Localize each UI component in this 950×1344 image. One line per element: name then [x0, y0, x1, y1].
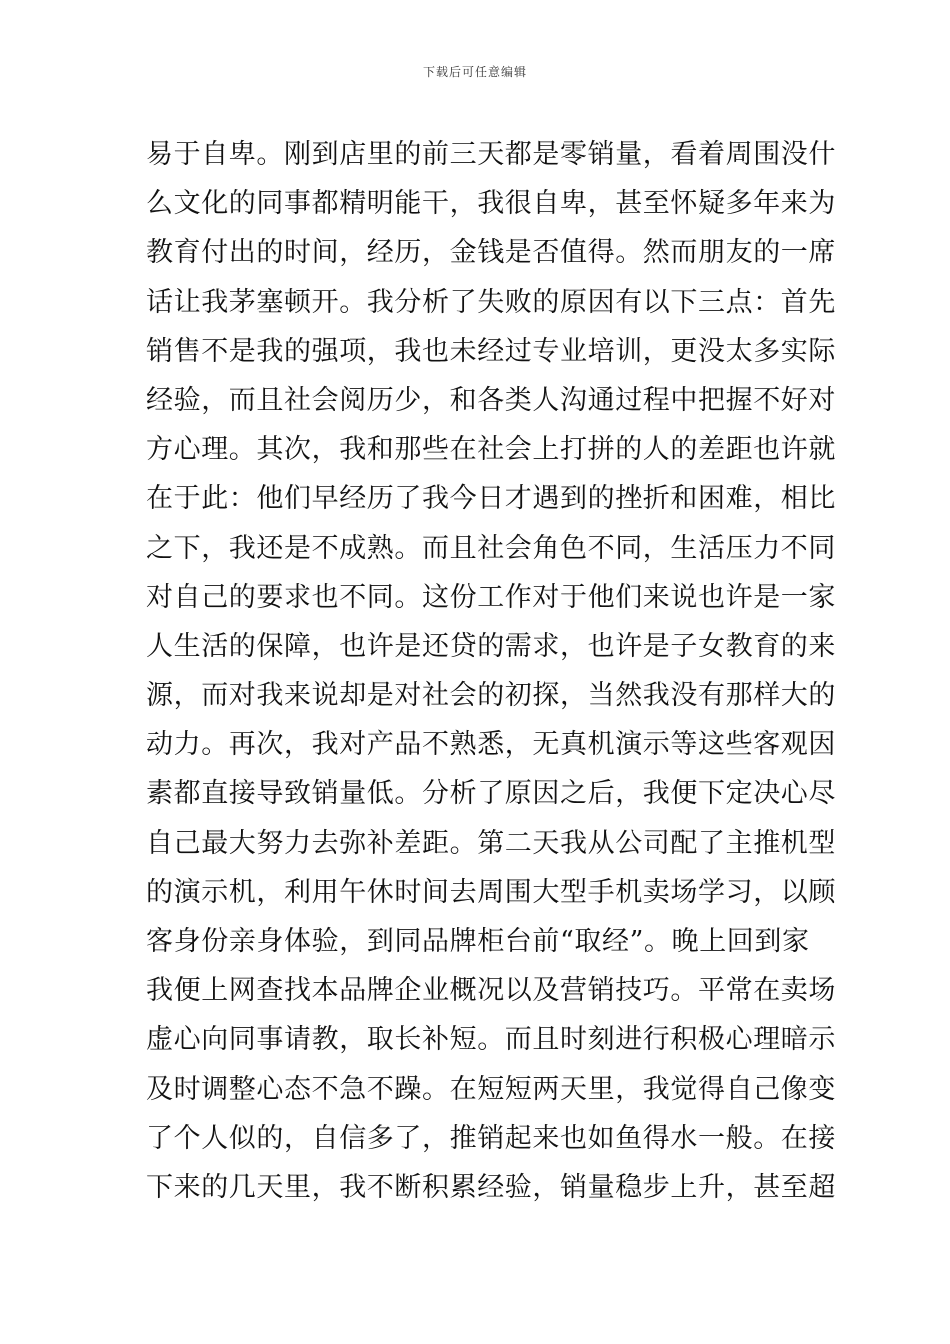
text-line: 我便上网查找本品牌企业概况以及营销技巧。平常在卖场: [146, 975, 836, 1007]
text-line: 教育付出的时间，经历，金钱是否值得。然而朋友的一席: [146, 237, 836, 269]
text-line: 自己最大努力去弥补差距。第二天我从公司配了主推机型: [146, 827, 836, 859]
text-line: 话让我茅塞顿开。我分析了失败的原因有以下三点：首先: [146, 286, 836, 318]
text-line: 经验，而且社会阅历少，和各类人沟通过程中把握不好对: [146, 384, 836, 416]
text-line: 源，而对我来说却是对社会的初探，当然我没有那样大的: [146, 680, 836, 712]
text-line: 人生活的保障，也许是还贷的需求，也许是子女教育的来: [146, 630, 836, 662]
text-line: 动力。再次，我对产品不熟悉，无真机演示等这些客观因: [146, 729, 836, 761]
page-header: 下载后可任意编辑: [422, 65, 527, 79]
text-line: 虚心向同事请教，取长补短。而且时刻进行积极心理暗示: [146, 1024, 836, 1056]
text-line: 之下，我还是不成熟。而且社会角色不同，生活压力不同: [146, 532, 836, 564]
text-line: 方心理。其次，我和那些在社会上打拼的人的差距也许就: [146, 434, 836, 466]
text-line: 下来的几天里，我不断积累经验，销量稳步上升，甚至超: [146, 1171, 836, 1203]
text-line: 的演示机，利用午休时间去周围大型手机卖场学习，以顾: [146, 876, 836, 908]
text-line: 在于此：他们早经历了我今日才遇到的挫折和困难，相比: [146, 483, 836, 515]
text-line: 客身份亲身体验，到同品牌柜台前“取经”。晚上回到家: [146, 926, 810, 957]
text-line: 么文化的同事都精明能干，我很自卑，甚至怀疑多年来为: [146, 188, 836, 220]
text-line: 及时调整心态不急不躁。在短短两天里，我觉得自己像变: [146, 1073, 836, 1105]
text-line: 对自己的要求也不同。这份工作对于他们来说也许是一家: [146, 581, 836, 613]
text-line: 销售不是我的强项，我也未经过专业培训，更没太多实际: [146, 335, 836, 367]
body-paragraph: [146, 130, 836, 1212]
text-line: 素都直接导致销量低。分析了原因之后，我便下定决心尽: [146, 778, 836, 810]
text-line: 易于自卑。刚到店里的前三天都是零销量，看着周围没什: [146, 139, 836, 170]
text-line: 了个人似的，自信多了，推销起来也如鱼得水一般。在接: [146, 1122, 836, 1154]
